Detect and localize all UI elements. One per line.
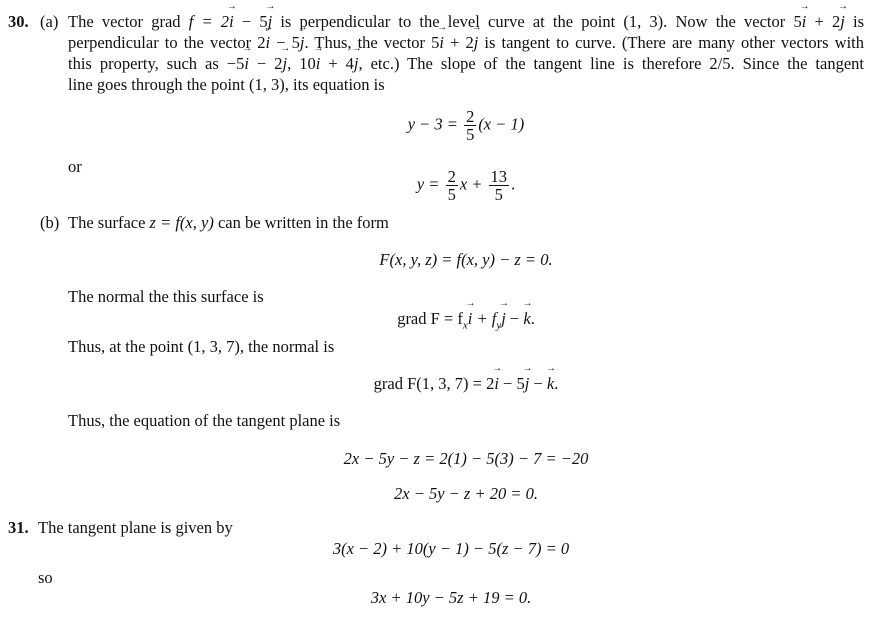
equation-31-simplified: 3x + 10y − 5z + 19 = 0.	[370, 588, 532, 607]
fraction: $\frac{2}{5}$	[466, 107, 475, 145]
so-label: so	[38, 568, 53, 587]
equation-tangent-plane-2: 2x − 5y − z + 20 = 0.	[394, 484, 538, 503]
part-b-text-4: Thus, the equation of the tangent plane is	[68, 411, 341, 430]
equation-grad-f: grad $F = f_xi$ → + $f_yj$ → − k →.	[0, 309, 892, 331]
fraction: $\frac{2}{5}$	[447, 167, 456, 205]
or-label: or	[68, 157, 82, 176]
part-b-text-1: The surface z = f(x, y) can be written in the form	[68, 213, 389, 232]
part-b-text-3: Thus, at the point (1, 3, 7), the normal is	[68, 337, 335, 356]
part-b-label: (b)	[40, 213, 60, 232]
equation-tangent-plane-1: 2x − 5y − z = 2(1) − 5(3) − 7 = −20	[343, 449, 589, 468]
part-a-line-1: The vector grad f = 2i → − 5j → is perpendicular to the level curve at the point (1, 3). Now the vector 5i → + 2j → is	[68, 12, 864, 32]
equation-tangent-line: y − 3 = $\frac{2}{5}$ (x − 1)	[407, 107, 525, 145]
problem-30-number: 30.	[8, 12, 29, 31]
equation-slope-intercept: y = $\frac{2}{5}$ x + $\frac{13}{5}$ .	[416, 167, 516, 205]
vector-j: j →	[840, 12, 845, 32]
vector-i: i →	[802, 12, 807, 32]
part-a-line-2: perpendicular to the vector 2i → − 5j →. Thus, the vector 5i → + 2j → is tangent to curve. (There are many other vectors with	[68, 33, 864, 53]
part-b-text-2: The normal the this surface is	[68, 287, 264, 306]
equation-normal-at-point: grad F(1, 3, 7) = 2i → − 5j → − k →.	[0, 374, 892, 394]
fraction: $\frac{13}{5}$	[490, 167, 508, 205]
part-a-label: (a)	[40, 12, 59, 31]
equation-surface-form: F(x, y, z) = f(x, y) − z = 0.	[379, 250, 553, 269]
vector-k: k →	[523, 309, 530, 329]
part-a-line-3: this property, such as −5i → − 2j →, 10i → + 4j →, etc.) The slope of the tangent line is therefore 2/5. Since the tangent	[68, 54, 864, 74]
part-a-line-4: line goes through the point (1, 3), its equation is	[68, 75, 385, 94]
problem-31-text: The tangent plane is given by	[38, 518, 233, 537]
equation-31-plane: 3(x − 2) + 10(y − 1) − 5(z − 7) = 0	[332, 539, 570, 558]
problem-31-number: 31.	[8, 518, 29, 537]
vector-j: j →	[268, 12, 273, 32]
vector-i: i →	[229, 12, 234, 32]
